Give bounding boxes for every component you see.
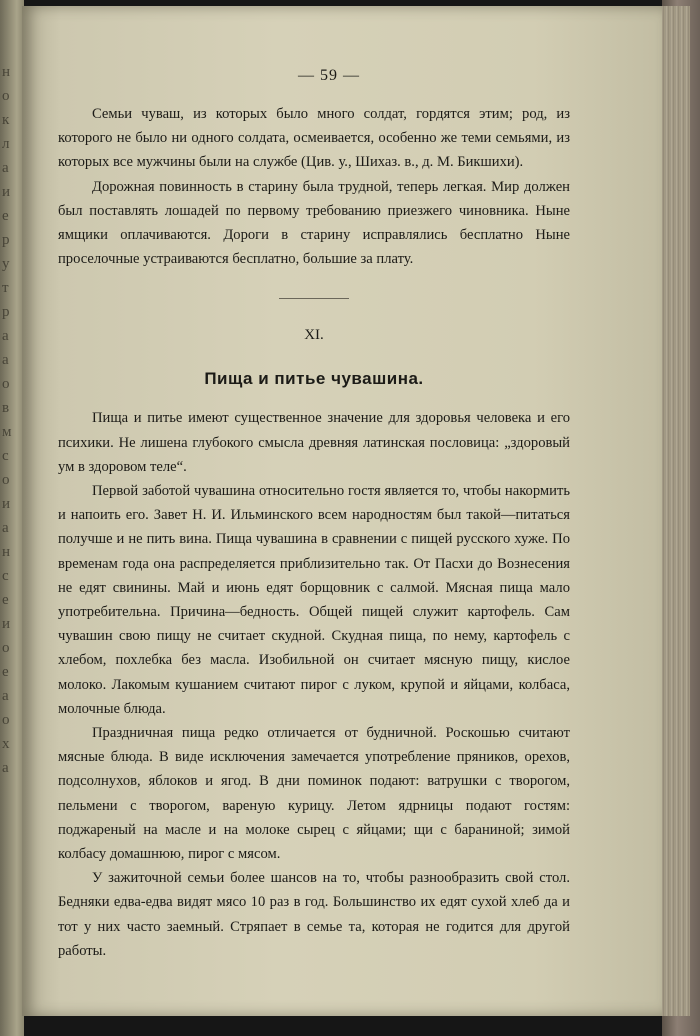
section-divider [279,298,349,299]
paragraph-daily-food: Первой заботой чувашина относительно гостя является то, чтобы накормить и напоить его. Завет Н. И. Ильминского всем народностям был такой—питаться получше и не пить вина. Пища чувашина в сравнении с пищей русского хуже. По временам года она распределяется приблизительно так. От Пасхи до Вознесения не едят свинины. Май и июнь едят борщовник с салмой. Мясная пища мало употребительна. Причина—бедность. Общей пищей служит картофель. Сам чувашин свою пищу не считает скудной. Скудная пища, по нему, картофель с хлебом, похлебка без масла. Изобильной он считает мясную пищу, кислое молоко. Лакомым кушанием считают пирог с луком, крупой и яйцами, колбаса, молочные блюда. [58,483,570,717]
page-number: — 59 — [298,67,360,84]
book-page [22,6,662,1016]
section-number: XI. [304,327,324,344]
facing-page-edge [0,0,24,1036]
paragraph-food-importance: Пища и питье имеют существенное значение для здоровья человека и его психики. Не лишена глубокого смысла древняя латинская пословица: „здоровый ум в здоровом теле“. [58,410,570,475]
paragraph-soldiers: Семьи чуваш, из которых было много солдат, гордятся этим; род, из которого не было ни одного солдата, осмеивается, особенно же теми семьями, из которых все мужчины были на службе (Цив. у., Шихаз. в., д. М. Бикшихи). [58,106,570,171]
facing-page-text-fragment: н о к л а и е р у т р а а о в м с о и а н с е и о е а о х а [2,64,11,776]
paragraph-holiday-food: Праздничная пища редко отличается от будничной. Роскошью считают мясные блюда. В виде исключения замечается употребление пряников, орехов, подсолнухов, яблоков и ягод. В дни поминок подают: ватрушки с творогом, пельмени с творогом, вареную курицу. Летом ядрницы подают гостям: поджареный на масле и на молоке сырец с яйцами; щи с бараниной; зимой колбасу домашнюю, пирог с мясом. [58,725,570,863]
paragraph-wealth-and-cooking: У зажиточной семьи более шансов на то, чтобы разнообразить свой стол. Бедняки едва-едва видят мясо 10 раз в год. Большинство их едят сухой хлеб да и тот у них часто заемный. Стряпает в семье та, которая не годится для другой работы. [58,870,570,959]
section-title: Пища и питье чувашина. [204,369,424,389]
page-content [58,64,570,963]
paragraph-road-duty: Дорожная повинность в старину была трудной, теперь легкая. Мир должен был поставлять лошадей по первому требованию приезжего чиновника. Ныне ямщики оплачиваются. Дороги в старину исправлялись бесплатно Ныне проселочные устраиваются бесплатно, большие за плату. [58,178,570,268]
